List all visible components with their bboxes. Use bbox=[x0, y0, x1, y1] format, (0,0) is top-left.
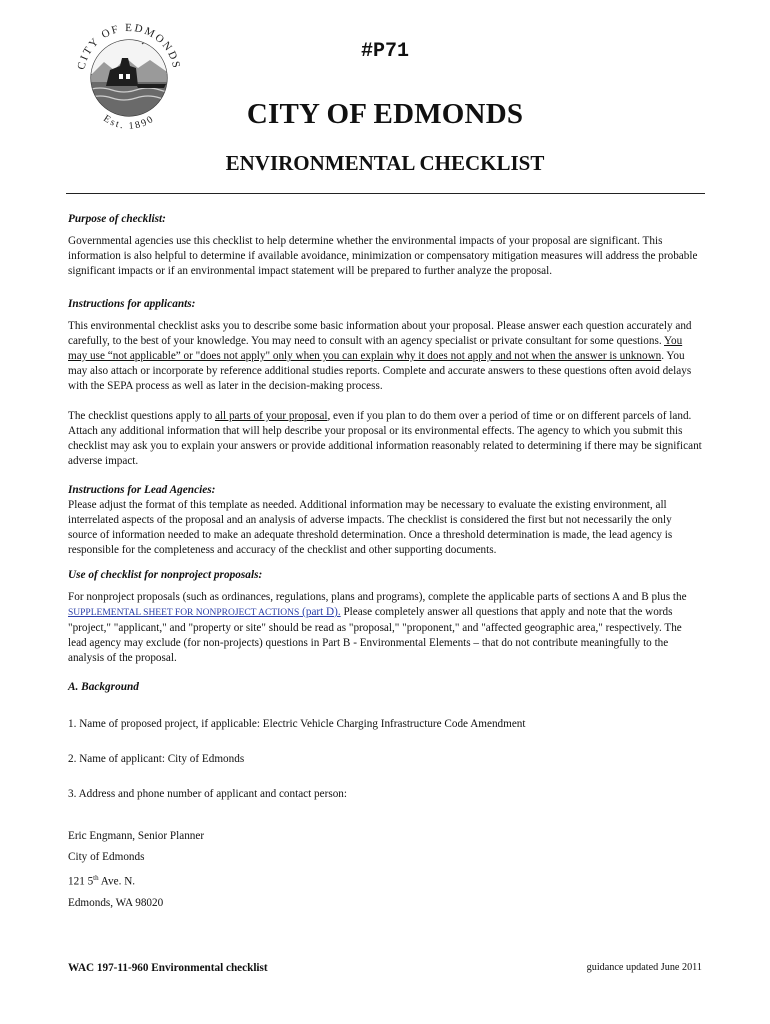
svg-text:Est. 1890: Est. 1890 bbox=[101, 113, 157, 132]
nonproject-heading: Use of checklist for nonproject proposals: bbox=[68, 569, 263, 581]
contact-street-address: 121 5th Ave. N. bbox=[68, 874, 136, 888]
purpose-text: Governmental agencies use this checklist to help determine whether the environmental impacts of your proposal are significant. This information is also helpful to determine if available avoidance, minimization or compensatory mitigation measures will address the probable significant impacts or if an environmental impact statement will be prepared to further analyze the proposal. bbox=[68, 235, 698, 277]
page-subtitle: ENVIRONMENTAL CHECKLIST bbox=[225, 151, 545, 175]
contact-organization: City of Edmonds bbox=[68, 851, 145, 863]
lead-agency-instructions-heading: Instructions for Lead Agencies: bbox=[68, 484, 216, 496]
form-id: #P71 bbox=[360, 40, 409, 63]
purpose-heading: Purpose of checklist: bbox=[68, 213, 166, 225]
supplemental-sheet-link[interactable]: SUPPLEMENTAL SHEET FOR NONPROJECT ACTIONS bbox=[68, 608, 300, 618]
supplemental-sheet-link-tail[interactable]: (part D). bbox=[299, 606, 341, 618]
applicant-instructions-p1: This environmental checklist asks you to describe some basic information about your proposal. Please answer each question accurately and carefully, to the best of your knowledge. You may need to consult with an agency specialist or private consultant for some questions. You may use “not applicable” or "does not apply" only when you can explain why it does not apply and not when the answer is unknown. You may also attach or incorporate by reference additional studies reports. Complete and accurate answers to these questions often avoid delays with the SEPA process as well as later in the decision-making process. bbox=[68, 320, 692, 392]
svg-text:CITY OF EDMONDS: CITY OF EDMONDS bbox=[75, 21, 183, 71]
question-1: 1. Name of proposed project, if applicable: Electric Vehicle Charging Infrastructure Code Amendment bbox=[68, 718, 526, 730]
footer-guidance-date: guidance updated June 2011 bbox=[586, 962, 702, 973]
checklist-body bbox=[68, 212, 702, 911]
question-2: 2. Name of applicant: City of Edmonds bbox=[68, 753, 245, 765]
applicant-instructions-heading: Instructions for applicants: bbox=[68, 298, 196, 310]
contact-name: Eric Engmann, Senior Planner bbox=[68, 830, 205, 842]
lead-agency-instructions-text: Please adjust the format of this template as needed. Additional information may be necessary to evaluate the existing environment, all interrelated aspects of the proposal and an analysis of adverse impacts. The checklist is considered the first but not necessarily the only source of information needed to make an adequate threshold determination. Once a threshold determination is made, the lead agency is responsible for the completeness and accuracy of the checklist and other supporting documents. bbox=[68, 499, 673, 556]
contact-city: Edmonds, WA 98020 bbox=[68, 896, 164, 909]
nonproject-text: For nonproject proposals (such as ordinances, regulations, plans and programs), complete the applicable parts of sections A and B plus the SUPPLEMENTAL SHEET FOR NONPROJECT ACTIONS (part D). Please completely answer all questions that apply and note that the words "project," "applicant," and "property or site" should be read as "proposal," "proponent," and "affected geographic area," respectively. The lead agency may exclude (for non-projects) questions in Part B - Environmental Elements – that do not contribute meaningfully to the analysis of the proposal. bbox=[68, 591, 687, 664]
background-heading: A. Background bbox=[68, 681, 139, 693]
footer-form-reference: WAC 197-11-960 Environmental checklist bbox=[68, 962, 268, 974]
question-3: 3. Address and phone number of applicant and contact person: bbox=[68, 788, 347, 800]
header-divider bbox=[66, 193, 705, 194]
page-title: CITY OF EDMONDS bbox=[246, 98, 524, 130]
applicant-instructions-p2: The checklist questions apply to all parts of your proposal, even if you plan to do them over a period of time or on different parcels of land. Attach any additional information that will help describe your proposal or its environmental effects. The agency to which you submit this checklist may ask you to explain your answers or provide additional information reasonably related to determining if there may be significant adverse impact. bbox=[68, 410, 702, 467]
